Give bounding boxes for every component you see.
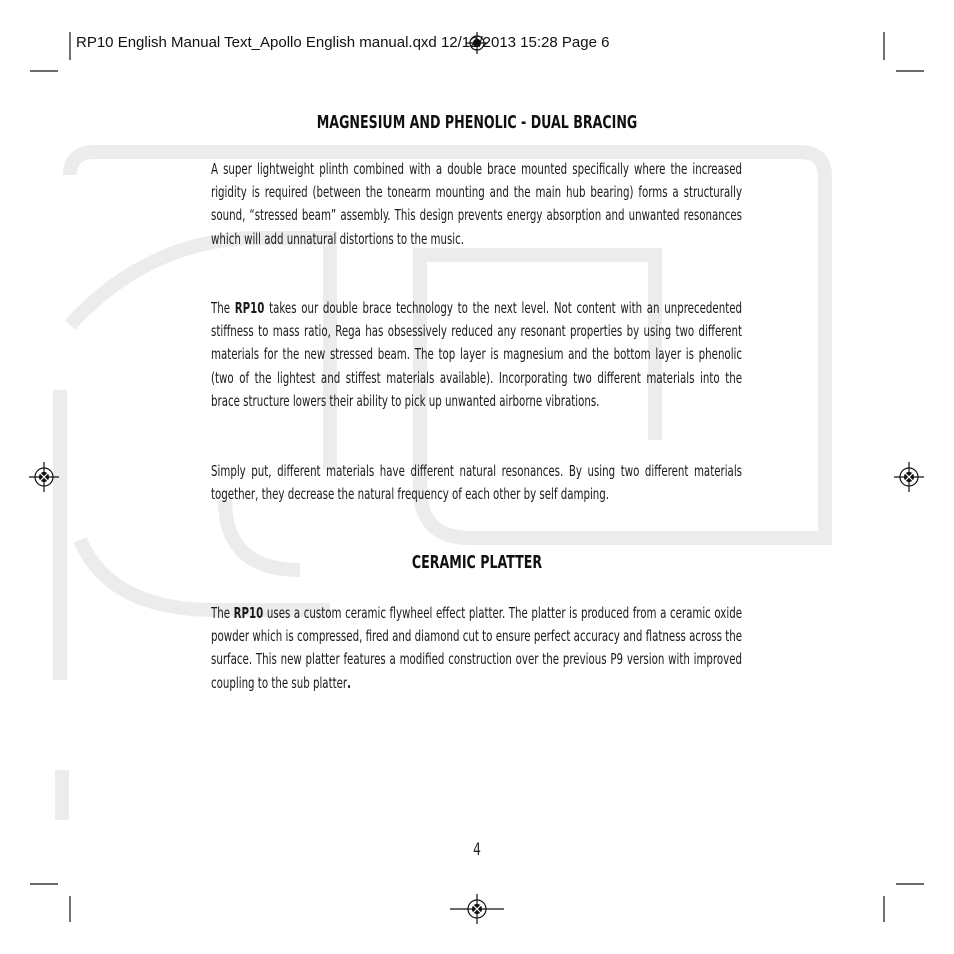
section-heading-ceramic-platter: CERAMIC PLATTER (411, 552, 543, 573)
paragraph-body: uses a custom ceramic flywheel effect platter. The platter is produced from a ceramic oxide powder which is compressed, fired and diamond cut to ensure perfect accuracy and flatness across the surface. This new platter features a modified construction over the previous P9 version with improved coupling to the sub platter (211, 604, 743, 692)
paragraph-text (211, 297, 742, 413)
product-name: RP10 (233, 604, 264, 622)
page-number: 4 (473, 840, 481, 860)
paragraph-lead: The (211, 604, 234, 622)
paragraph-text: Simply put, different materials have different natural resonances. By using two different materials together, they decrease the natural frequency of each other by self damping. (211, 462, 743, 504)
paragraph-resonances (211, 460, 742, 506)
paragraph-lead: The (211, 299, 235, 317)
paragraph-text (211, 602, 742, 695)
paragraph-double-brace (211, 297, 742, 413)
product-name: RP10 (234, 299, 265, 317)
paragraph-end: . (347, 673, 352, 692)
section-heading-dual-bracing: MAGNESIUM AND PHENOLIC - DUAL BRACING (316, 112, 638, 133)
paragraph-text: A super lightweight plinth combined with a double brace mounted specifically where the increased rigidity is required (between the tonearm mounting and the main hub bearing) forms a structurally sound, “stressed beam” assembly. This design prevents energy absorption and unwanted resonances which will add unnatural distortions to the music. (211, 160, 743, 248)
paragraph-body: takes our double brace technology to the next level. Not content with an unprecedented stiffness to mass ratio, Rega has obsessively reduced any resonant properties by using two different materials for the new stressed beam. The top layer is magnesium and the bottom layer is phenolic (two of the lightest and stiffest materials available). Incorporating two different materials into the brace structure lowers their ability to pick up unwanted airborne vibrations. (211, 299, 743, 410)
registration-mark-icon (894, 462, 924, 492)
registration-mark-icon (29, 462, 59, 492)
paragraph-platter (211, 602, 742, 695)
paragraph-plinth (211, 158, 742, 251)
registration-mark-icon (450, 894, 504, 924)
slug-line: RP10 English Manual Text_Apollo English manual.qxd 12/12/2013 15:28 Page 6 (76, 34, 610, 51)
